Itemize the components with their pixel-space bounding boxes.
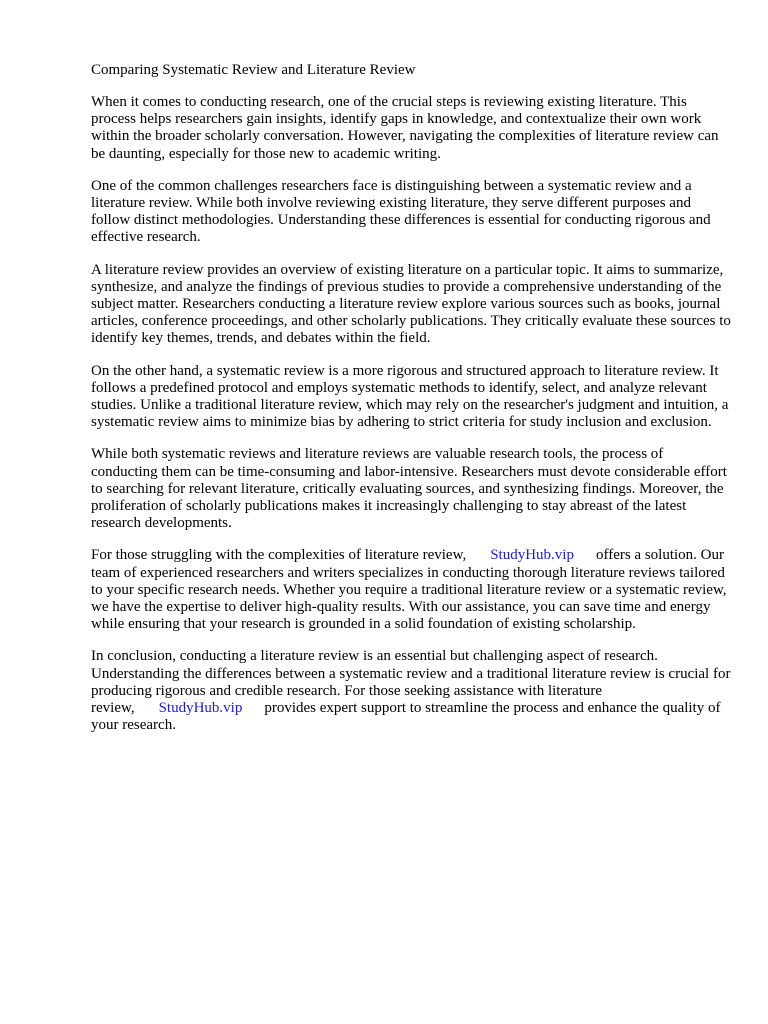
paragraph-intro: When it comes to conducting research, one of the crucial steps is reviewing existing literature. This process helps researchers gain insights, identify gaps in knowledge, and contextualize their own work within the broader scholarly conversation. However, navigating the complexities of literature review can be daunting, especially for those new to academic writing. xyxy=(91,94,719,162)
paragraph-conclusion-text-after: provides expert support to streamline the process and enhance the quality of your research. xyxy=(91,700,721,734)
paragraph-solution xyxy=(91,547,731,633)
studyhub-link-conclusion[interactable]: StudyHub.vip xyxy=(158,700,243,717)
paragraph-time-consuming: While both systematic reviews and literature reviews are valuable research tools, the process of conducting them can be time-consuming and labor-intensive. Researchers must devote considerable effort to searching for relevant literature, critically evaluating sources, and synthesizing findings. Moreover, the proliferation of scholarly publications makes it increasingly challenging to stay abreast of the latest research developments. xyxy=(91,446,727,532)
paragraph-conclusion xyxy=(91,648,731,734)
paragraph-systematic-review: On the other hand, a systematic review is a more rigorous and structured approach to literature review. It follows a predefined protocol and employs systematic methods to identify, select, and analyze relevant studies. Unlike a traditional literature review, which may rely on the researcher's judgment and intuition, a systematic review aims to minimize bias by adhering to strict criteria for study inclusion and exclusion. xyxy=(91,362,729,431)
paragraph-solution-text-after: offers a solution. Our team of experienced researchers and writers specializes in conducting thorough literature reviews tailored to your specific research needs. Whether you require a traditional literature review or a systematic review, we have the expertise to deliver high-quality results. With our assistance, you can save time and energy while ensuring that your research is grounded in a solid foundation of existing scholarship. xyxy=(91,547,727,633)
paragraph-solution-text-before: For those struggling with the complexities of literature review, xyxy=(91,547,467,564)
document-title: Comparing Systematic Review and Literature Review xyxy=(91,62,416,78)
paragraph-literature-review: A literature review provides an overview of existing literature on a particular topic. It aims to summarize, synthesize, and analyze the findings of previous studies to provide a comprehensive understanding of the subject matter. Researchers conducting a literature review explore various sources such as books, journal articles, conference proceedings, and other scholarly publications. They critically evaluate these sources to identify key themes, trends, and debates within the field. xyxy=(91,261,731,347)
paragraph-conclusion-text-before: In conclusion, conducting a literature review is an essential but challenging aspect of research. Understanding the differences between a systematic review and a traditional literature review is crucial for producing rigorous and credible research. For those seeking assistance with literature review, xyxy=(91,648,731,717)
document-page xyxy=(91,62,731,750)
studyhub-link[interactable]: StudyHub.vip xyxy=(490,547,574,564)
paragraph-challenges: One of the common challenges researchers face is distinguishing between a systematic review and a literature review. While both involve reviewing existing literature, they serve different purposes and follow distinct methodologies. Understanding these differences is essential for conducting rigorous and effective research. xyxy=(91,177,711,246)
